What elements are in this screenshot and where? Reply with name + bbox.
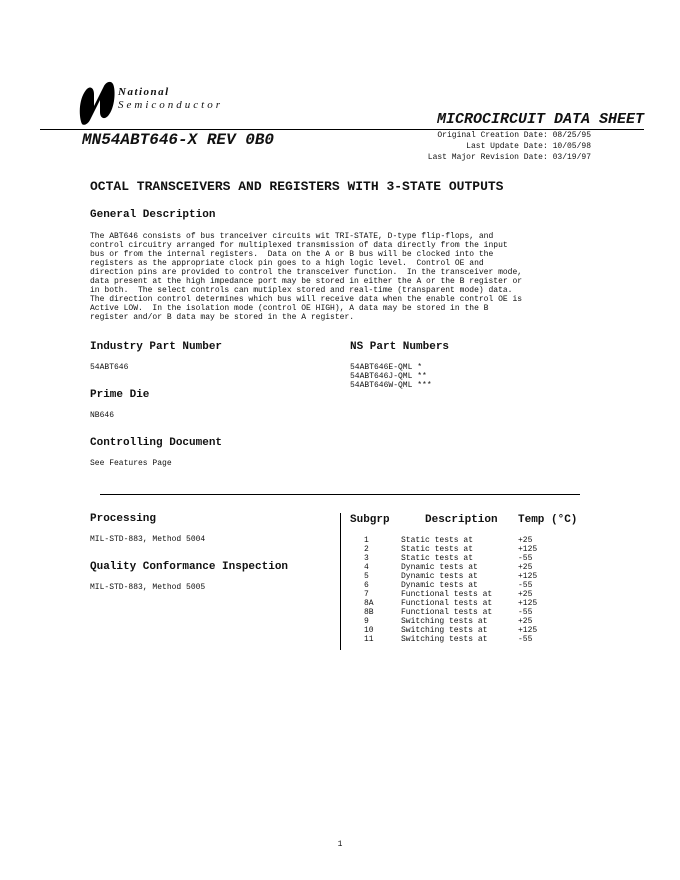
description-cell: Switching tests at [401,617,488,626]
general-description-text: The ABT646 consists of bus tranceiver circuits wit TRI-STATE, D-type flip-flops, and control circuitry arranged for multiplexed transmission of data directly from the input bus or from the internal registers. Data on the A or B bus will be clocked into the registers as the appropriate clock pin goes to a high logic level. Control OE and direction pins are provided to control the transceiver function. In the transceiver mode, data present at the high impedance port may be stored in either the A or the B register or in both. The select controls can mutiplex stored and real-time (transparent mode) data. The direction control determines which bus will receive data when the enable control OE is Active LOW. In the isolation mode (control OE HIGH), A data may be stored in the B register and/or B data may be stored in the A register. [90,232,523,322]
ns-logo-icon [78,80,116,126]
description-cell: Dynamic tests at [401,572,478,581]
national-semiconductor-logo [78,78,228,128]
subgroup-cell: 11 [364,635,374,644]
subgrp-column-header: Subgrp [350,514,390,526]
prime-die-value: NB646 [90,411,115,420]
description-cell: Dynamic tests at [401,563,478,572]
subgroup-cell: 9 [364,617,369,626]
sheet-title: MICROCIRCUIT DATA SHEET [436,111,644,128]
temp-cell: -55 [518,554,533,563]
temp-cell: +125 [518,545,538,554]
subgroup-cell: 2 [364,545,369,554]
description-cell: Switching tests at [401,626,488,635]
temp-column-header: Temp (°C) [518,514,578,526]
qci-heading: Quality Conformance Inspection [90,561,289,573]
last-update-date: Last Update Date: 10/05/98 [466,142,591,151]
subgroup-cell: 5 [364,572,369,581]
industry-part-value: 54ABT646 [90,363,129,372]
temp-cell: +125 [518,572,538,581]
document-title: OCTAL TRANSCEIVERS AND REGISTERS WITH 3-STATE OUTPUTS [90,179,504,194]
description-column-header: Description [425,514,498,526]
temp-cell: +25 [518,563,533,572]
description-cell: Static tests at [401,545,474,554]
description-cell: Functional tests at [401,590,493,599]
temp-cell: +25 [518,536,533,545]
section-divider [100,494,580,495]
last-major-revision-date: Last Major Revision Date: 03/19/97 [427,153,591,162]
description-cell: Dynamic tests at [401,581,478,590]
revision-dates [428,130,591,163]
temp-cell: -55 [518,581,533,590]
ns-part-numbers-heading: NS Part Numbers [350,341,450,353]
description-cell: Static tests at [401,554,474,563]
subgroup-cell: 10 [364,626,374,635]
description-cell: Static tests at [401,536,474,545]
controlling-document-heading: Controlling Document [90,437,223,449]
subgroup-cell: 1 [364,536,369,545]
subgroup-cell: 7 [364,590,369,599]
temp-cell: +125 [518,599,538,608]
temp-cell: +25 [518,590,533,599]
qci-value: MIL-STD-883, Method 5005 [90,583,206,592]
subgroup-cell: 3 [364,554,369,563]
temp-cell: -55 [518,635,533,644]
description-cell: Switching tests at [401,635,488,644]
processing-value: MIL-STD-883, Method 5004 [90,535,206,544]
column-divider [340,513,341,650]
subgroup-cell: 6 [364,581,369,590]
ns-part-numbers-list: 54ABT646E-QML * 54ABT646J-QML ** 54ABT646W-QML *** [350,363,432,390]
subgroup-cell: 4 [364,563,369,572]
subgroup-cell: 8A [364,599,374,608]
temp-cell: -55 [518,608,533,617]
temp-cell: +125 [518,626,538,635]
part-title: MN54ABT646-X REV 0B0 [82,131,275,149]
page-number: 1 [337,840,343,849]
description-cell: Functional tests at [401,599,493,608]
logo-line-1: National [118,86,170,98]
general-description-heading: General Description [90,209,216,221]
controlling-document-value: See Features Page [90,459,172,468]
industry-part-heading: Industry Part Number [90,341,223,353]
original-creation-date: Original Creation Date: 08/25/95 [437,131,591,140]
temp-cell: +25 [518,617,533,626]
subgroup-cell: 8B [364,608,374,617]
prime-die-heading: Prime Die [90,389,150,401]
description-cell: Functional tests at [401,608,493,617]
logo-line-2: Semiconductor [118,99,223,111]
processing-heading: Processing [90,513,157,525]
